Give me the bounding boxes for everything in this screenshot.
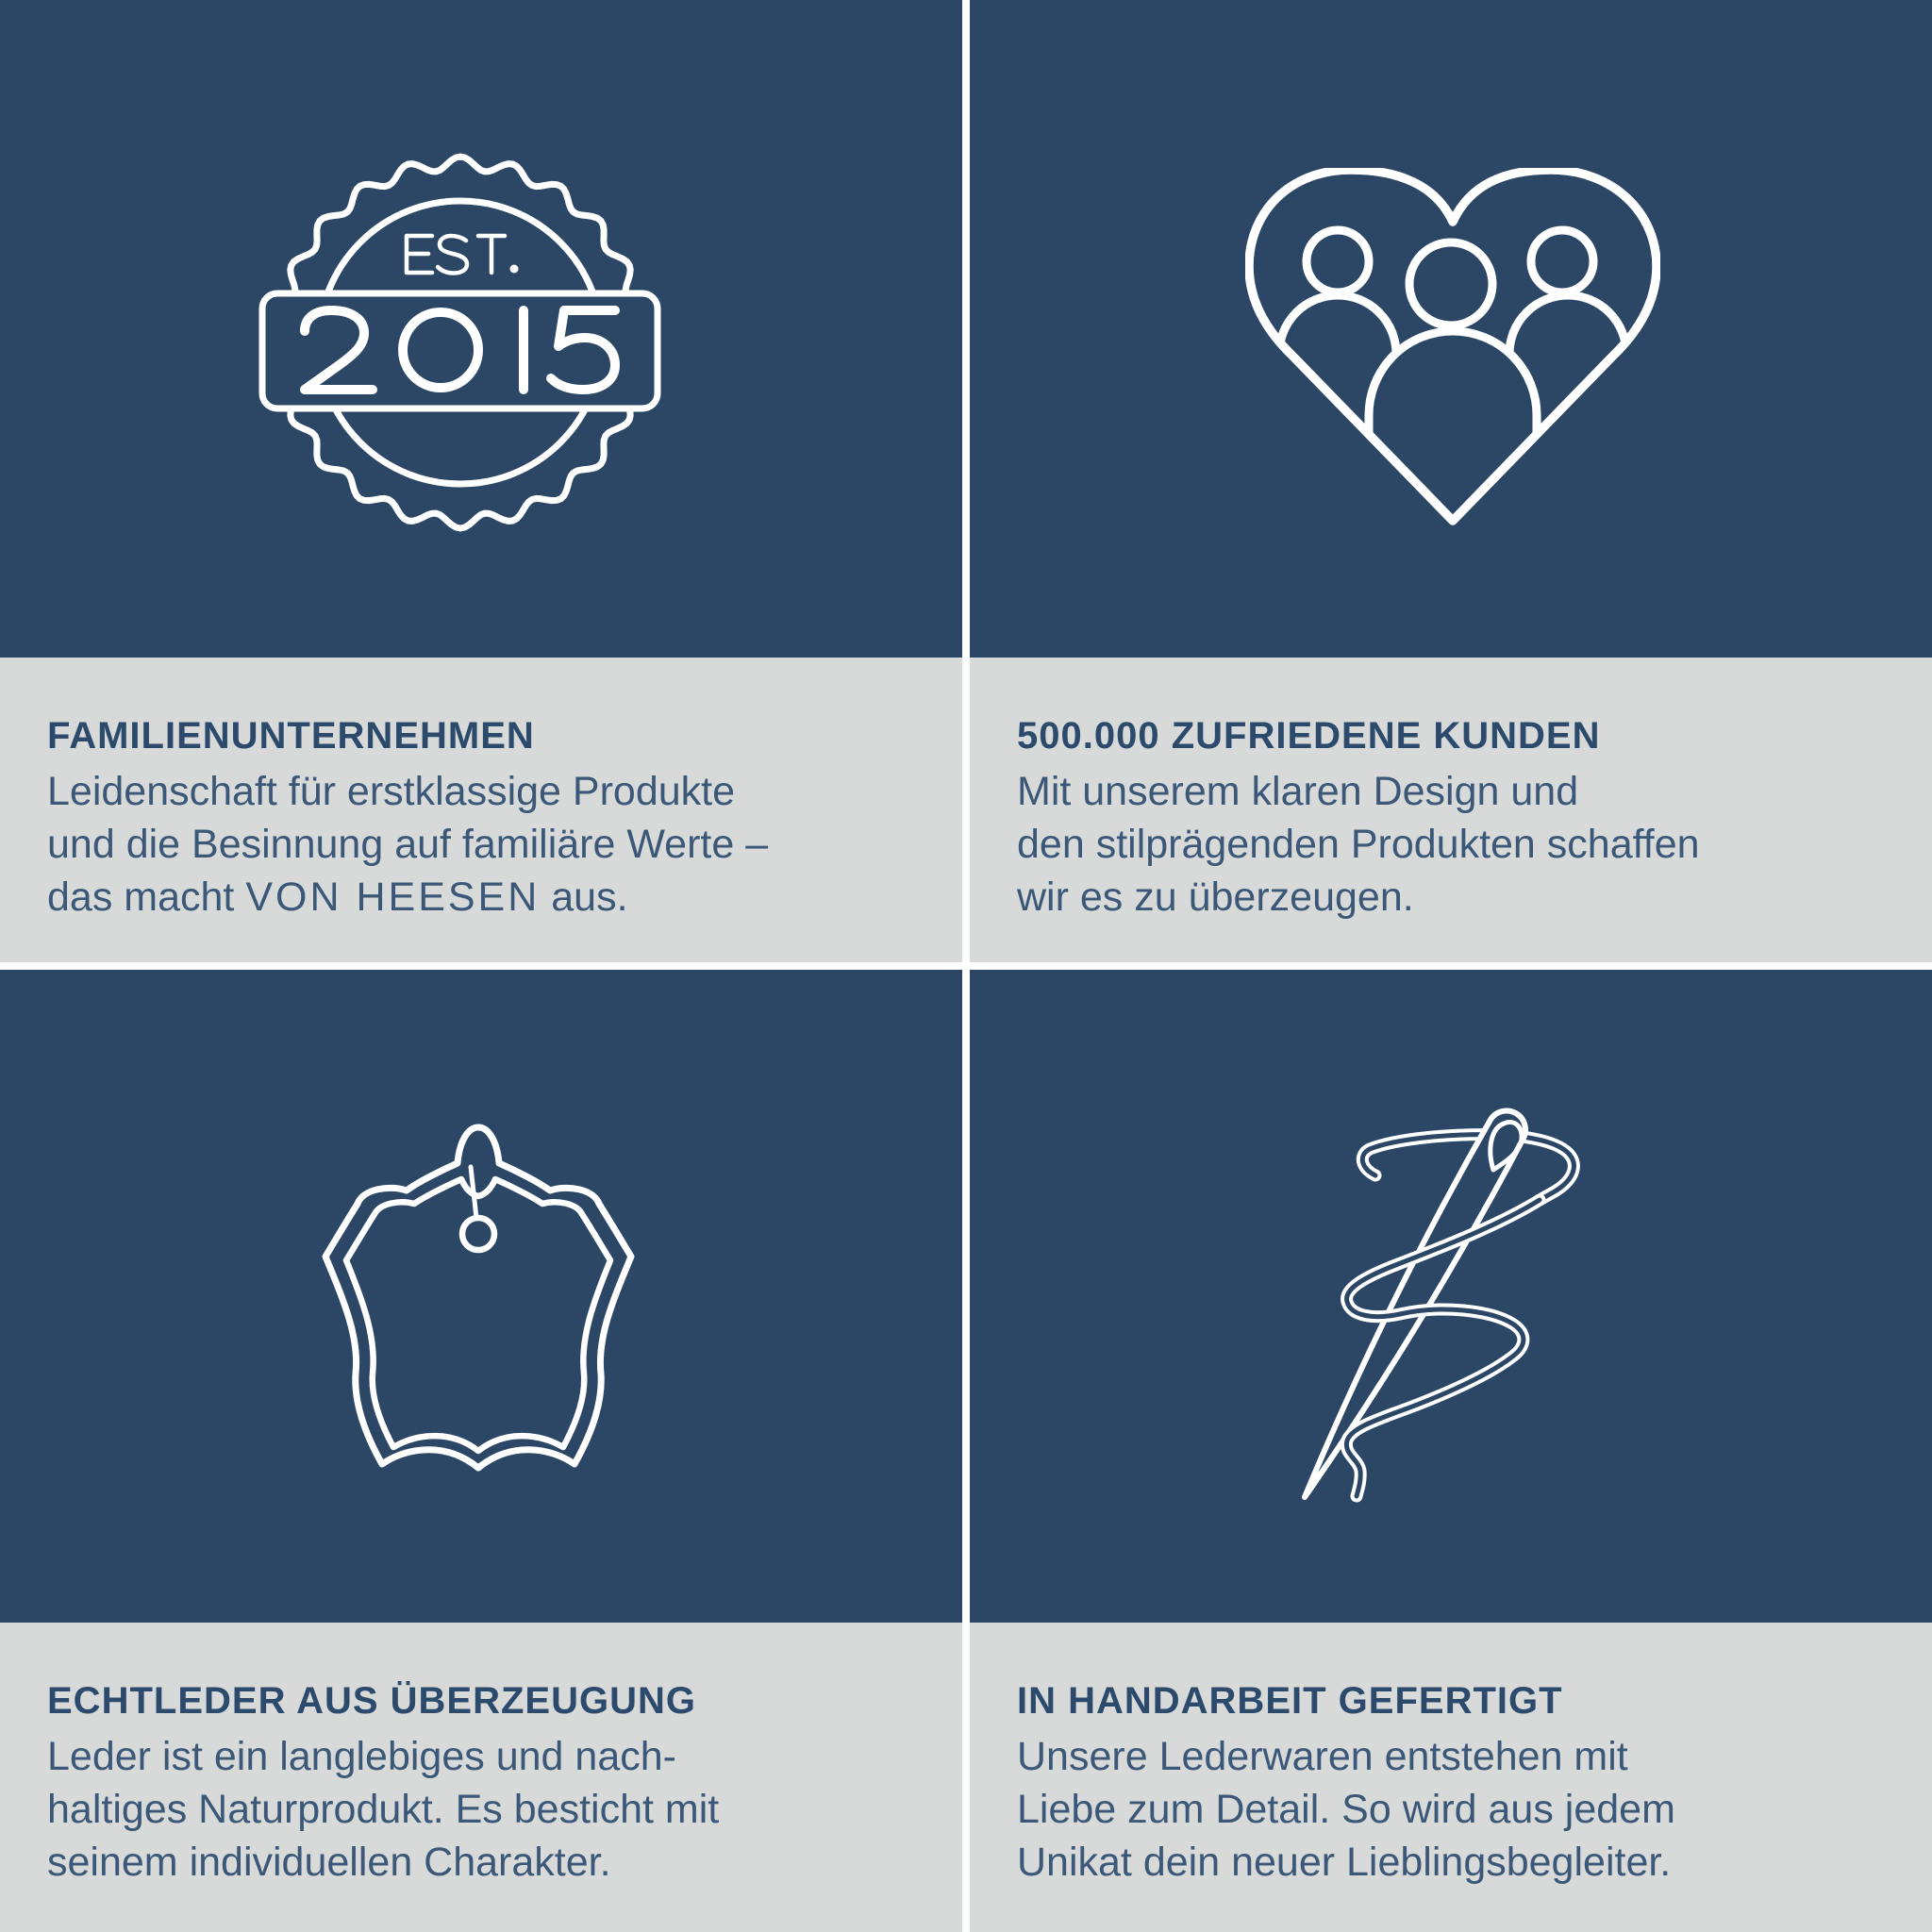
panel-description [47,765,936,924]
est-2015-badge-icon [215,92,706,582]
description-line: und die Besinnung auf familiäre Werte – [47,822,769,867]
leather-tab-strap [471,1167,476,1218]
description-line: Leder ist ein langlebiges und nach- [47,1734,676,1779]
panel-heading: FAMILIENUNTERNEHMEN [47,715,535,757]
panel-heading: IN HANDARBEIT GEFERTIGT [1017,1680,1563,1722]
icon-area-navy [970,970,1932,1623]
brand-name: VON HEESEN [245,874,541,920]
panel-happy-customers [970,0,1932,962]
panel-description [1017,765,1906,924]
description-line: Liebe zum Detail. So wird aus jedem [1017,1787,1675,1832]
text-area-family [0,658,962,962]
icon-area-navy [970,0,1932,658]
person-center-body [1369,331,1537,523]
icon-area-navy [0,0,962,658]
heart-family-icon [1245,168,1660,526]
description-line: wir es zu überzeugen. [1017,874,1414,920]
description-line: Mit unserem klaren Design und [1017,769,1579,814]
badge-est-label [407,236,519,274]
panel-heading: 500.000 ZUFRIEDENE KUNDEN [1017,715,1601,757]
panel-family-company [0,0,962,962]
text-area-leather [0,1623,962,1932]
description-line: Unikat dein neuer Lieblingsbegleiter. [1017,1840,1672,1885]
text-area-handmade [970,1623,1932,1932]
panel-heading: ECHTLEDER AUS ÜBERZEUGUNG [47,1680,696,1722]
panel-description [1017,1730,1906,1889]
person-right-head [1531,230,1593,292]
panel-description [47,1730,936,1889]
description-line: Unsere Lederwaren entstehen mit [1017,1734,1628,1779]
description-line: den stilprägenden Produkten schaffen [1017,822,1700,867]
text-area-customers [970,658,1932,962]
panel-genuine-leather [0,970,962,1932]
description-line: seinem individuellen Charakter. [47,1840,611,1885]
person-center-head [1409,242,1492,325]
panel-handmade [970,970,1932,1932]
needle-and-thread-icon [1255,1085,1651,1528]
description-line: haltiges Naturprodukt. Es besticht mit [47,1787,720,1832]
description-line: Leidenschaft für erstklassige Produkte [47,769,736,814]
icon-area-navy [0,970,962,1623]
leather-outer-outline [325,1127,631,1468]
description-line: das macht VON HEESEN aus. [47,874,628,920]
leather-tab-ring [462,1218,494,1250]
person-left-head [1307,230,1369,292]
genuine-leather-mark-icon [316,1113,641,1486]
